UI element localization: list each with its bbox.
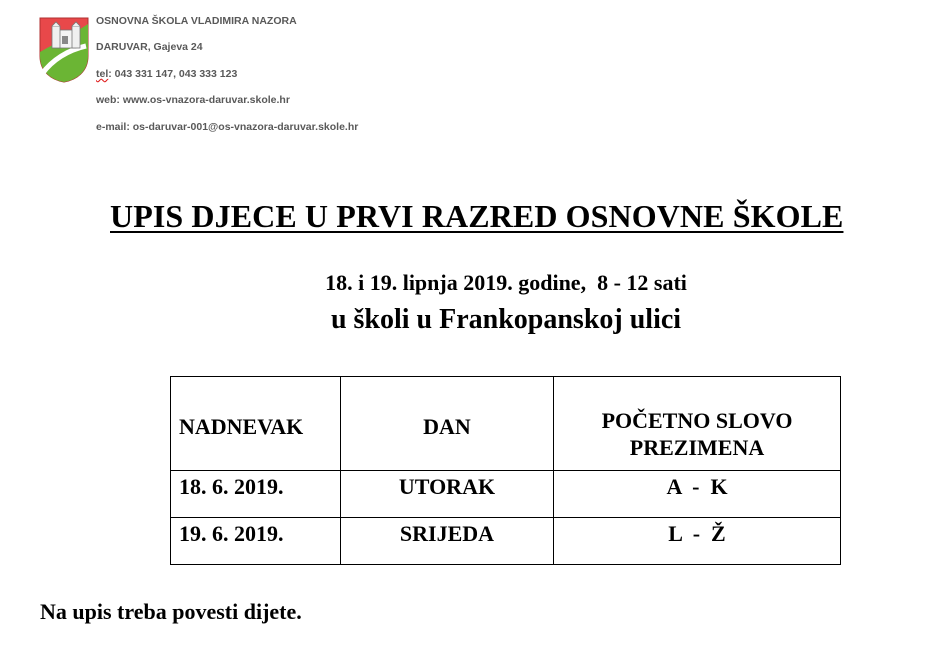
header-surname-letter: POČETNO SLOVO PREZIMENA [554, 377, 841, 471]
school-address: DARUVAR, Gajeva 24 [96, 41, 203, 53]
cell-day: UTORAK [341, 471, 554, 518]
school-name: OSNOVNA ŠKOLA VLADIMIRA NAZORA [96, 15, 297, 27]
table-header-row [171, 377, 841, 471]
school-phone [96, 68, 237, 80]
school-web: web: www.os-vnazora-daruvar.skole.hr [96, 94, 290, 106]
phone-numbers: : 043 331 147, 043 333 123 [108, 68, 238, 80]
cell-day: SRIJEDA [341, 518, 554, 565]
school-email: e-mail: os-daruvar-001@os-vnazora-daruvar.skole.hr [96, 121, 359, 133]
table-row [171, 471, 841, 518]
header-day: DAN [341, 377, 554, 471]
header-date: NADNEVAK [171, 377, 341, 471]
cell-letters: A - K [554, 471, 841, 518]
table-row [171, 518, 841, 565]
school-crest-icon [38, 16, 90, 84]
enrollment-date: 18. i 19. lipnja 2019. godine, 8 - 12 sati [325, 270, 687, 295]
cell-letters: L - Ž [554, 518, 841, 565]
cell-date: 18. 6. 2019. [171, 471, 341, 518]
enrollment-location: u školi u Frankopanskoj ulici [330, 304, 682, 335]
enrollment-note: Na upis treba povesti dijete. [40, 599, 302, 624]
cell-date: 19. 6. 2019. [171, 518, 341, 565]
page-title: UPIS DJECE U PRVI RAZRED OSNOVNE ŠKOLE [110, 198, 844, 234]
phone-label: tel [96, 68, 109, 80]
enrollment-schedule-table [170, 376, 841, 565]
